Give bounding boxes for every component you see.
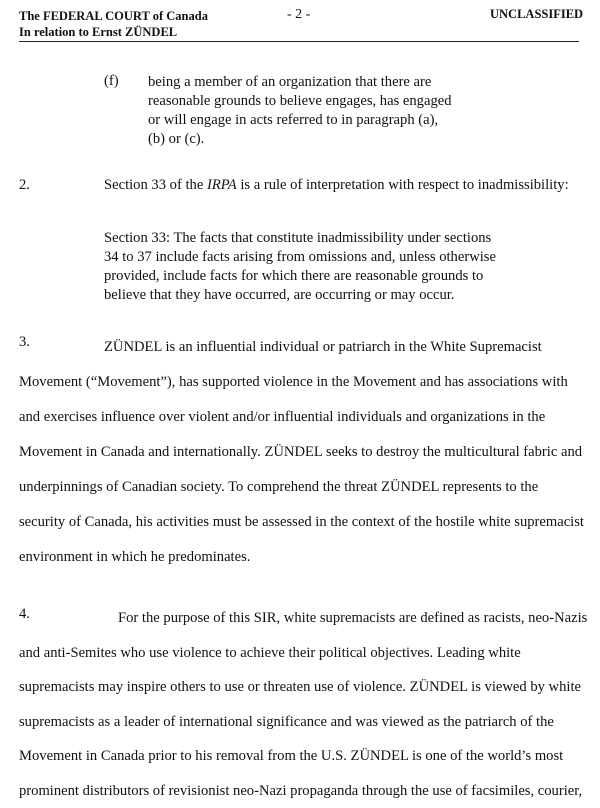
quote-line: believe that they have occurred, are occurring or may occur. bbox=[104, 286, 504, 305]
paragraph-4-line: Movement in Canada prior to his removal from the U.S. ZÜNDEL is one of the world’s most bbox=[19, 739, 584, 774]
paragraph-2-text-after: is a rule of interpretation with respect to inadmissibility: bbox=[237, 177, 569, 193]
section-33-quote bbox=[104, 229, 504, 305]
paragraph-2-text-italic: IRPA bbox=[207, 177, 237, 193]
page-header-court bbox=[19, 8, 208, 40]
classification-label: UNCLASSIFIED bbox=[490, 7, 583, 22]
page-number: - 2 - bbox=[287, 7, 310, 23]
quote-line: provided, include facts for which there are reasonable grounds to bbox=[104, 267, 504, 286]
header-court-line-2: In relation to Ernst ZÜNDEL bbox=[19, 24, 208, 40]
item-f-text bbox=[148, 73, 478, 149]
item-f-line: or will engage in acts referred to in paragraph (a), bbox=[148, 111, 478, 130]
paragraph-4-line: supremacists as a leader of international significance and was viewed as the patriarch of the bbox=[19, 705, 584, 740]
paragraph-2-number: 2. bbox=[19, 177, 30, 194]
paragraph-4-line: For the purpose of this SIR, white supremacists are defined as racists, neo-Nazis bbox=[19, 601, 584, 636]
paragraph-3-line: environment in which he predominates. bbox=[19, 540, 584, 575]
paragraph-3-line: underpinnings of Canadian society. To comprehend the threat ZÜNDEL represents to the bbox=[19, 470, 584, 505]
paragraph-3-body bbox=[19, 330, 584, 575]
paragraph-3-line: Movement (“Movement”), has supported violence in the Movement and has associations with bbox=[19, 365, 584, 400]
header-court-line-1: The FEDERAL COURT of Canada bbox=[19, 8, 208, 24]
header-divider bbox=[19, 41, 579, 42]
paragraph-4-number: 4. bbox=[19, 606, 30, 623]
paragraph-2-text-before: Section 33 of the bbox=[104, 177, 207, 193]
paragraph-4-line: supremacists may inspire others to use or threaten use of violence. ZÜNDEL is viewed by white bbox=[19, 670, 584, 705]
paragraph-3-line: Movement in Canada and internationally. ZÜNDEL seeks to destroy the multicultural fabric and bbox=[19, 435, 584, 470]
paragraph-3-line: security of Canada, his activities must be assessed in the context of the hostile white supremacist bbox=[19, 505, 584, 540]
paragraph-4-line: and anti-Semites who use violence to achieve their political objectives. Leading white bbox=[19, 636, 584, 671]
quote-line: Section 33: The facts that constitute inadmissibility under sections bbox=[104, 229, 504, 248]
quote-line: 34 to 37 include facts arising from omissions and, unless otherwise bbox=[104, 248, 504, 267]
paragraph-4-body bbox=[19, 601, 584, 808]
paragraph-3-number: 3. bbox=[19, 334, 30, 351]
item-f-line: being a member of an organization that there are bbox=[148, 73, 478, 92]
paragraph-3-line: ZÜNDEL is an influential individual or patriarch in the White Supremacist bbox=[19, 330, 584, 365]
item-f-line: (b) or (c). bbox=[148, 130, 478, 149]
item-f-label: (f) bbox=[104, 73, 119, 90]
item-f-line: reasonable grounds to believe engages, has engaged bbox=[148, 92, 478, 111]
paragraph-3-line: and exercises influence over violent and/or influential individuals and organizations in the bbox=[19, 400, 584, 435]
paragraph-4-line: prominent distributors of revisionist neo-Nazi propaganda through the use of facsimiles, courier, bbox=[19, 774, 584, 808]
paragraph-2-text bbox=[104, 177, 569, 194]
